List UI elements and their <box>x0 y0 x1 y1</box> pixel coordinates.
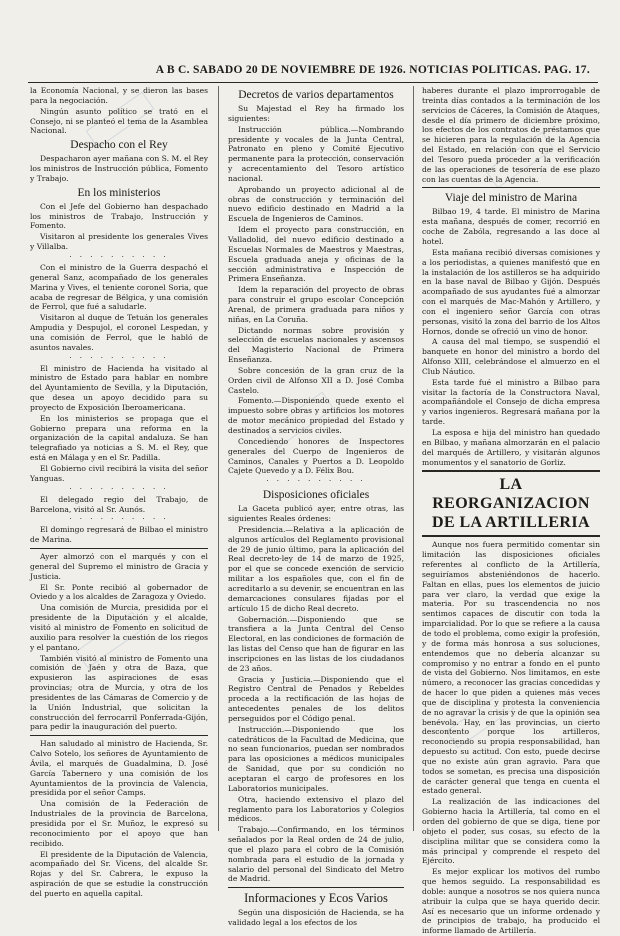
section-heading: Decretos de varios departamentos <box>238 89 394 101</box>
section-heading: Despacho con el Rey <box>70 139 168 152</box>
article-paragraph: Su Majestad el Rey ha firmado los siguientes: <box>228 104 404 123</box>
article-paragraph: El Gobierno civil recibirá la visita del señor Yanguas. <box>30 464 208 483</box>
column-3 <box>422 86 600 936</box>
column-1 <box>30 86 208 898</box>
article-paragraph: Gobernación.—Disponiendo que se transfiera a la Junta Central del Censo Electoral, en las condiciones de formación de las listas del Censo que han de figurar en las inscripciones en las listas de los ciudadanos de 23 años. <box>228 614 404 673</box>
article-paragraph: haberes durante el plazo improrrogable de treinta días contados a la terminación de los servicios de Cáceres, la Comisión de Ataques, desde el día primero de diciembre próximo, los efectos de los contratos de préstamos que se hicieren para la regulación de la Agencia del Estado, en relación con que el Servicio del Tesoro pueda proceder a la verificación de las operaciones de tesorería de ese plazo con las cuentas de la Agencia. <box>422 86 600 184</box>
article-paragraph: Idem la reparación del proyecto de obras para construir el grupo escolar Concepción Arenal, de primera graduada para niños y niñas, en La Coruña. <box>228 285 404 324</box>
article-paragraph: Según una disposición de Hacienda, se ha validado legal a los efectos de los <box>228 908 404 928</box>
article-paragraph: Dictando normas sobre provisión y selección de escuelas nacionales y ascensos del Magisterio Nacional de Primera Enseñanza. <box>228 325 404 365</box>
dot-separator: · · · · · · · · · · <box>266 477 366 486</box>
article-paragraph: Gracia y Justicia.—Disponiendo que el Registro Central de Penados y Rebeldes proceda a la rectificación de las hojas de antecedentes penales de los delitos perseguidos por el Código penal. <box>228 674 404 723</box>
dot-separator: · · · · · · · · · · <box>69 353 169 362</box>
main-headline: DE LA ARTILLERIA <box>432 514 590 532</box>
section-rule <box>422 535 600 537</box>
article-paragraph: Trabajo.—Confirmando, en los términos señalados por la Real orden de 24 de julio, que el plazo para el cobro de la Comisión nombrada para el estudio de la jornada y salario del personal del Sindicato del Metro de Madrid. <box>228 825 404 884</box>
article-paragraph: Es mejor explicar los motivos del rumbo que hemos seguido. La responsabilidad es doble: aunque a nosotros se nos quiera nunca atribuir la culpa que se haya querido decir. Así es necesario que un informe ordenado y de principios de trabajo, ha producido el informe llamado de Artillería. <box>422 867 600 936</box>
article-paragraph: Concediendo honores de Inspectores generales del Cuerpo de Ingenieros de Caminos, Canales y Puertos a D. Leopoldo Cajete Quevedo y a D. Félix Bou. <box>228 436 404 476</box>
article-paragraph: Bilbao 19, 4 tarde. El ministro de Marina esta mañana, después de comer, recorrió en coche de Zabóla, regresando a las doce al hotel. <box>422 207 600 246</box>
column-separator <box>413 86 414 831</box>
article-paragraph: Han saludado al ministro de Hacienda, Sr. Calvo Sotelo, los señores de Ayuntamiento de Ávila, el marqués de Guadalmina, D. José García Tabernero y una comisión de los Ayuntamientos de la provincia de Valencia, presidida por el señor Camps. <box>30 739 208 798</box>
section-rule <box>422 470 600 472</box>
header-rule <box>28 82 598 83</box>
article-paragraph: También visitó al ministro de Fomento una comisión de Jaén y otra de Baza, que expusieron las aspiraciones de esas provincias; otra de Murcia, y otra de los presidentes de las Cámaras de Comercio y de la Unión Industrial, que solicitan la construcción del ferrocarril Ponferrada-Gijón, para pedir la inauguración del puerto. <box>30 653 208 732</box>
section-heading: Informaciones y Ecos Varios <box>244 891 388 906</box>
article-paragraph: El Sr. Ponte recibió al gobernador de Oviedo y a los alcaldes de Zaragoza y Oviedo. <box>30 582 208 602</box>
article-paragraph: Aunque nos fuera permitido comentar sin limitación las disposiciones oficiales referentes al conflicto de la Artillería, seguiríamos absteniéndonos de hacerlo. Faltan en ellas, pues los elementos de juicio para ver claro, la verdad que exige la materia. Por su trascendencia no nos sentimos capaces de discutir con toda la imparcialidad. Por lo que se refiere a la causa de todo el problema, como exigir la profesión, y de forma más honrosa a sus soluciones, entendemos que no debería alcanzar su compromiso y no entrar a fondo en el punto de vista del Gobierno. Nos limitamos, en este número, a reconocer las gracias concedidas y de hacer lo que piden a quienes más veces que de disciplina y protesta la conveniencia de no agravar la crisis y de que la opinión sea benévola. Hay, en las provincias, un cierto descontento porque los artilleros, reconociendo su propia responsabilidad, han depuesto su actitud. Con esto, puede decirse que no existe aún gran agravio. Para que todos se sometan, es precisa una disposición de carácter general que tenga en cuenta el estado general. <box>422 540 600 796</box>
article-paragraph: Aprobando un proyecto adicional al de obras de construcción y terminación del nuevo edificio destinado en Madrid a la Escuela de Ingenieros de Caminos. <box>228 184 404 224</box>
article-paragraph: Ayer almorzó con el marqués y con el general del Supremo el ministro de Gracia y Justicia. <box>30 552 208 581</box>
article-paragraph: Con el Jefe del Gobierno han despachado los ministros de Trabajo, Instrucción y Fomento. <box>30 201 208 231</box>
article-paragraph: Instrucción.—Disponiendo que los catedráticos de la Facultad de Medicina, que no sean funcionarios, puedan ser nombrados para las oposiciones a médicos municipales de Sanidad, que por su condición no aceptaran el cargo de profesores en los Laboratorios municipales. <box>228 724 404 793</box>
article-paragraph: Otra, haciendo extensivo el plazo del reglamento para los Laboratorios y Colegios médicos. <box>228 794 404 824</box>
article-paragraph: Fomento.—Disponiendo quede exento el impuesto sobre obras y artificios los motores de motor mecánico propiedad del Estado y destinados a servicios civiles. <box>228 396 404 435</box>
section-heading: En los ministerios <box>77 186 161 199</box>
dot-separator: · · · · · · · · · · <box>69 484 169 493</box>
article-paragraph: Visitaron al presidente los generales Vives y Villalba. <box>30 232 208 252</box>
column-separator <box>218 86 219 831</box>
section-rule <box>228 887 404 888</box>
article-paragraph: Visitaron al duque de Tetuán los generales Ampudia y Despujol, el coronel Lespedan, y una comisión de Ferrol, que le habló de asuntos navales. <box>30 313 208 352</box>
main-headline: LA REORGANIZACION <box>432 476 590 513</box>
column-2 <box>228 86 404 928</box>
dot-separator: · · · · · · · · · · <box>69 252 169 261</box>
article-paragraph: Esta tarde fué el ministro a Bilbao para visitar la factoría de la Constructora Naval, acompañándole el Consejo de dicha empresa y varios ingenieros. Regresará mañana por la tarde. <box>422 377 600 427</box>
page-header: A B C. SABADO 20 DE NOVIEMBRE DE 1926. NOTICIAS POLITICAS. PAG. 17. <box>155 64 590 76</box>
article-paragraph: El ministro de Hacienda ha visitado al ministro de Estado para hablar en nombre del Ayuntamiento de Sevilla, y la Diputación, que desea un apoyo decidido para su proyecto de Exposición Iberoamericana. <box>30 363 208 412</box>
section-heading: Viaje del ministro de Marina <box>444 192 578 205</box>
article-paragraph: La esposa e hija del ministro han quedado en Bilbao, y mañana almorzarán en el palacio del marqués de Artillero, y visitarán algunos monumentos y el sanatorio de Gorliz. <box>422 428 600 467</box>
article-paragraph: A causa del mal tiempo, se suspendió el banquete en honor del ministro a bordo del Alfonso XIII, celebrándose el almuerzo en el Club Náutico. <box>422 337 600 376</box>
section-rule <box>30 548 208 549</box>
article-paragraph: Despacharon ayer mañana con S. M. el Rey los ministros de Instrucción pública, Fomento y Trabajo. <box>30 154 208 183</box>
article-paragraph: la Economía Nacional, y se dieron las bases para la negociación. <box>30 86 208 105</box>
article-paragraph: La Gaceta publicó ayer, entre otras, las siguientes Reales órdenes: <box>228 504 404 524</box>
section-rule <box>422 187 600 188</box>
article-paragraph: En los ministerios se propaga que el Gobierno prepara una reforma en la organización de la capital andaluza. Se han telegrafiado ya noticias a S. M. el Rey, que está en Málaga y en el Sr. Padilla. <box>30 413 208 463</box>
section-rule <box>30 735 208 736</box>
article-paragraph: Presidencia.—Relativa a la aplicación de algunos artículos del Reglamento provisional de 29 de junio último, para la aplicación del Real decreto-ley de 14 de marzo de 1925, por el que se concede exención de servicio militar a los españoles que, con el fin de acreditarlo a su devenir, se encuentran en las demarcaciones consulares fijadas por el artículo 15 de dicho Real decreto. <box>228 524 404 613</box>
article-paragraph: Instrucción pública.—Nombrando presidente y vocales de la Junta Central, Patronato en pleno y Comité Ejecutivo permanente para la protección, conservación y acrecentamiento del Tesoro artístico nacional. <box>228 124 404 183</box>
article-paragraph: Esta mañana recibió diversas comisiones y a los periodistas, a quienes manifestó que en la instalación de los astilleros se ha adquirido en la base naval de Bilbao y Gijón. Después acompañado de sus ayudantes fué a almorzar con el marqués de Mac-Mahón y Artillero, y con el ingeniero señor García con otras personas, visitó la zona del barrio de los Altos Hornos, donde se ofreció un vino de honor. <box>422 247 600 336</box>
dot-separator: · · · · · · · · · · <box>69 515 169 524</box>
article-paragraph: La realización de las indicaciones del Gobierno hacia la Artillería, tal como en el orden del gobierno de que se diga, tiene por objeto el poder, sus cosas, su efecto de la disciplina militar que se considera como la más principal y comprende el respeto del Ejército. <box>422 797 600 866</box>
article-paragraph: El presidente de la Diputación de Valencia, acompañado del Sr. Vicens, del alcalde Sr. Rojas y del Sr. Cabrera, le expuso la aspiración de que se estudie la construcción del puerto en aquella capital. <box>30 849 208 898</box>
section-heading: Disposiciones oficiales <box>262 489 370 502</box>
article-paragraph: Una comisión de Murcia, presidida por el presidente de la Diputación y el alcalde, visitó al ministro de Fomento en solicitud de auxilio para resolver la cuestión de los riegos y el pantano. <box>30 603 208 652</box>
article-paragraph: Idem el proyecto para construcción, en Valladolid, del nuevo edificio destinado a Escuelas Normales de Maestros y Maestras, Escuela graduada aneja y oficinas de la sección administrativa e Inspección de Primera Enseñanza. <box>228 225 404 284</box>
article-paragraph: Una comisión de la Federación de Industriales de la provincia de Barcelona, presidida por el Sr. Muñoz, le expresó su reconocimiento por el apoyo que han recibido. <box>30 799 208 848</box>
article-paragraph: Sobre concesión de la gran cruz de la Orden civil de Alfonso XII a D. José Comba Castelo. <box>228 365 404 395</box>
article-paragraph: Ningún asunto político se trató en el Consejo, ni se planteó el tema de la Asamblea Nacional. <box>30 106 208 136</box>
article-paragraph: Con el ministro de la Guerra despachó el general Sanz, acompañado de los generales Marina y Vives, el teniente coronel Soria, que acaba de regresar de Bélgica, y una comisión de Ferrol, que fué a saludarle. <box>30 262 208 312</box>
article-paragraph: El delegado regio del Trabajo, de Barcelona, visitó al Sr. Aunós. <box>30 494 208 514</box>
article-paragraph: El domingo regresará de Bilbao el ministro de Marina. <box>30 525 208 545</box>
